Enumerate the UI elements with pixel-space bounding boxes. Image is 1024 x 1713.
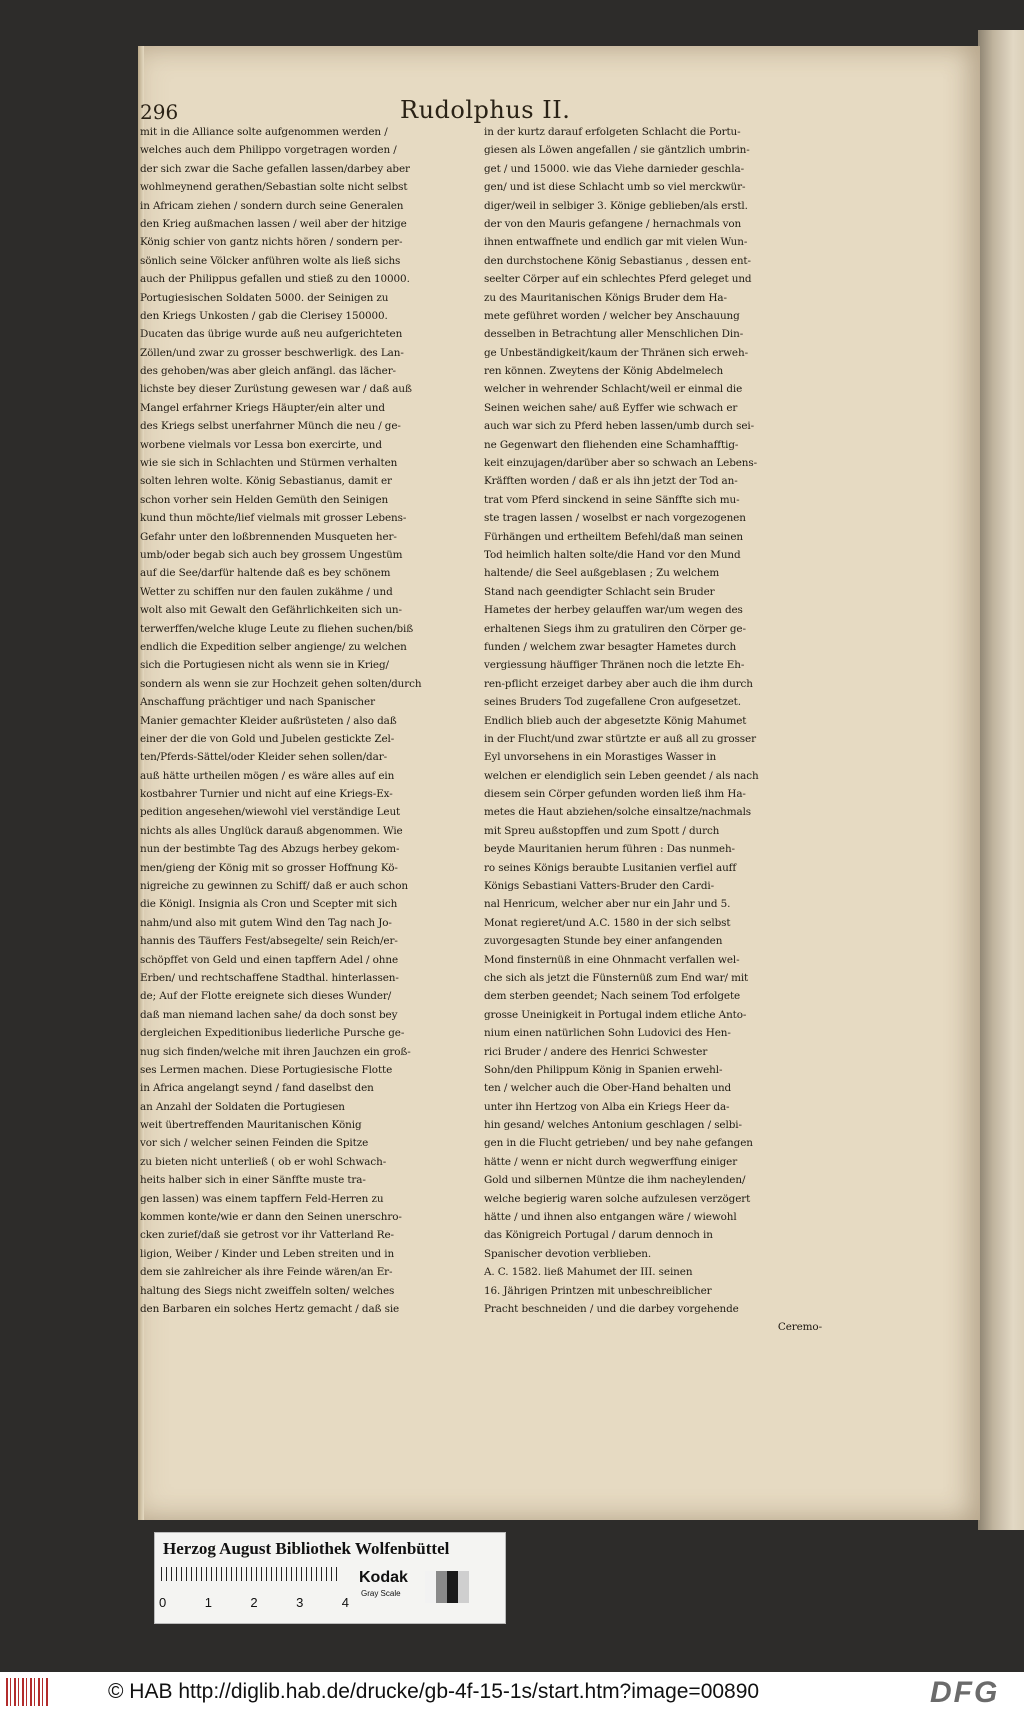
text-line: Gefahr unter den loßbrennenden Musqueten her- [140,530,397,543]
gray-swatch [458,1571,469,1603]
text-line: zu bieten nicht unterließ ( ob er wohl Schwach- [140,1155,387,1168]
text-line: 16. Jährigen Printzen mit unbeschreiblicher [484,1284,712,1297]
text-line: kund thun möchte/lief vielmals mit grosser Lebens- [140,512,407,525]
text-line: Kräfften worden / daß er als ihn jetzt der Tod an- [484,475,738,488]
text-line: ses Lermen machen. Diese Portugiesische Flotte [140,1063,393,1076]
facing-page-edge [978,30,1024,1530]
text-line: haltende/ die Seel außgeblasen ; Zu welchem [484,567,720,580]
text-line: diesem sein Cörper gefunden worden ließ ihm Ha- [484,788,746,801]
ruler-number: 1 [204,1595,212,1610]
text-line: get / und 15000. wie das Viehe darnieder geschla- [484,162,744,175]
text-line: nigreiche zu gewinnen zu Schiff/ daß er auch schon [140,880,409,893]
text-line: terwerffen/welche kluge Leute zu fliehen suchen/biß [140,622,414,635]
text-line: der sich zwar die Sache gefallen lassen/darbey aber [140,162,410,175]
text-line: Pracht beschneiden / und die darbey vorgehende [484,1303,739,1315]
gray-swatch [436,1571,447,1603]
text-line: trat vom Pferd sinckend in seine Sänffte sich mu- [484,493,740,506]
kodak-brand: Kodak [359,1569,408,1586]
catchword: Ceremo- [777,1321,822,1334]
text-line: grosse Uneinigkeit in Portugal indem etliche Anto- [484,1008,747,1021]
text-line: ne Gegenwart den fliehenden eine Schamhafftig- [484,438,739,451]
text-line: unter ihn Hertzog von Alba ein Kriegs Heer da- [484,1100,730,1113]
text-line: dergleichen Expeditionibus liederliche Pursche ge- [140,1027,405,1040]
ruler-scale [159,1595,349,1610]
text-line: metes die Haut abziehen/solche einsaltze/nachmals [484,806,752,819]
text-line: wohlmeynend gerathen/Sebastian solte nicht selbst [140,181,408,194]
text-line: nahm/und also mit gutem Wind den Tag nach Jo- [140,916,392,929]
text-line: wie sie sich in Schlachten und Stürmen verhalten [140,457,398,470]
text-line: einer der die von Gold und Jubelen gestickte Zel- [140,732,395,745]
gray-swatch [447,1571,458,1603]
text-line: zuvorgesagten Stunde bey einer anfangenden [484,935,723,948]
text-line: Hametes der herbey gelauffen war/um wegen des [484,604,743,617]
text-line: welchen er elendiglich sein Leben geendet / als nach [484,769,759,782]
text-line: des gehoben/was aber gleich anfängl. das lächer- [140,365,396,378]
footer-bar [0,1672,1024,1713]
text-line: den Kriegs Unkosten / gab die Clerisey 150000. [140,309,388,322]
text-line: mit in die Alliance solte aufgenommen werden / [140,126,388,138]
text-line: Ducaten das übrige wurde auß neu aufgerichteten [140,328,403,341]
text-line: ren-pflicht erzeiget darbey aber auch die ihm durch [484,677,753,690]
text-line: Endlich blieb auch der abgesetzte König Mahumet [484,714,747,727]
text-line: ten/Pferds-Sättel/oder Kleider sehen sollen/dar- [140,751,387,764]
text-line: Eyl unvorsehens in ein Morastiges Wasser in [484,751,717,764]
text-line: sondern als wenn sie zur Hochzeit gehen solten/durch [140,677,422,690]
text-line: giesen als Löwen angefallen / sie gäntzlich umbrin- [484,144,750,157]
running-head: Rudolphus II. [400,96,571,124]
text-line: Anschaffung prächtiger und nach Spanischer [140,696,375,709]
page-number: 296 [140,100,179,124]
source-url[interactable]: © HAB http://diglib.hab.de/drucke/gb-4f-15-1s/start.htm?image=00890 [108,1680,760,1703]
text-line: in der Flucht/und zwar stürtzte er auß all zu grosser [484,732,756,745]
text-line: Königs Sebastiani Vatters-Bruder den Cardi- [484,880,715,893]
text-line: beyde Mauritanien herum führen : Das nunmeh- [484,843,735,856]
text-line: nal Henricum, welcher aber nur ein Jahr und 5. [484,898,731,911]
text-line: diger/weil in selbiger 3. Könige geblieben/als erstl. [484,199,748,212]
text-line: seelter Cörper auf ein schlechtes Pferd geleget und [484,273,752,286]
text-line: seines Bruders Tod zugefallene Cron aufgesetzet. [484,696,741,709]
text-line: vergiessung häuffiger Thränen noch die letzte Eh- [484,659,745,672]
text-line: che sich als jetzt die Fünsternüß zum End war/ mit [484,971,749,984]
text-line: umb/oder begab sich auch bey grossem Ungestüm [140,548,403,561]
hab-barcode-icon [6,1678,48,1706]
text-line: Stand nach geendigter Schlacht sein Bruder [484,585,715,598]
text-line: mete geführet worden / welcher bey Anschauung [484,309,740,322]
text-line: pedition angesehen/wiewohl viel verständige Leut [140,806,401,819]
text-line: sönlich seine Völcker anführen wolte als ließ sichs [140,254,401,267]
ruler-number: 4 [341,1595,349,1610]
gray-swatch [425,1571,436,1603]
text-line: ste tragen lassen / woselbst er nach vorgezogenen [484,512,746,525]
text-line: des Kriegs selbst unerfahrner Münch die neu / ge- [140,420,401,433]
ruler-number: 2 [250,1595,258,1610]
text-line: welche begierig waren solche aufzulesen verzögert [484,1192,751,1205]
ruler-number: 3 [296,1595,304,1610]
text-line: kostbahrer Turnier und nicht auf eine Kriegs-Ex- [140,788,393,801]
text-line: hätte / wenn er nicht durch wegwerffung einiger [484,1155,738,1168]
text-line: de; Auf der Flotte ereignete sich dieses Wunder/ [140,990,392,1003]
text-line: men/gieng der König mit so grosser Hoffnung Kö- [140,861,398,874]
text-line: daß man niemand lachen sahe/ da doch sonst bey [140,1008,398,1021]
text-line: an Anzahl der Soldaten die Portugiesen [140,1100,345,1113]
text-line: rici Bruder / andere des Henrici Schwester [484,1045,708,1058]
text-line: Erben/ und rechtschaffene Stadthal. hinterlassen- [140,971,399,984]
text-line: dem sie zahlreicher als ihre Feinde wären/an Er- [140,1266,393,1279]
text-line: schöpffet von Geld und einen tapffern Adel / ohne [140,953,399,966]
text-line: mit Spreu außstopffen und zum Spott / durch [484,824,720,837]
text-line: welches auch dem Philippo vorgetragen worden / [140,144,397,157]
text-line: auch war sich zu Pferd heben lassen/umb durch sei- [484,420,755,433]
text-line: hin gesand/ welches Antonium geschlagen / selbi- [484,1119,742,1132]
text-line: ro seines Königs beraubte Lusitanien verfiel auff [484,861,737,874]
text-line: das Königreich Portugal / darum dennoch in [484,1229,713,1242]
text-line: auß hätte urtheilen mögen / es wäre alles auf ein [140,769,395,782]
library-name: Herzog August Bibliothek Wolfenbüttel [163,1539,450,1558]
text-column-left [140,123,478,1318]
text-line: die Königl. Insignia als Cron und Scepter mit sich [140,898,398,911]
text-line: welcher in wehrender Schlacht/weil er einmal die [484,383,743,396]
text-line: in der kurtz darauf erfolgeten Schlacht die Portu- [484,126,741,138]
text-line: Zöllen/und zwar zu grosser beschwerligk. des Lan- [140,346,404,359]
text-line: cken zurief/daß sie getrost vor ihr Vatterland Re- [140,1229,394,1242]
text-line: A. C. 1582. ließ Mahumet der III. seinen [484,1266,693,1279]
text-line: ren können. Zweytens der König Abdelmelech [484,365,724,378]
text-line: Seinen weichen sahe/ auß Eyffer wie schwach er [484,401,738,414]
color-calibration-chart [154,1532,506,1624]
dfg-logo: DFG [930,1676,1000,1709]
text-line: worbene vielmals vor Lessa bon exercirte, und [140,438,382,451]
text-line: weit übertreffenden Mauritanischen König [140,1119,362,1132]
text-line: Wetter zu schiffen nur den faulen zukähme / und [140,585,393,598]
text-line: Gold und silbernen Müntze die ihm nacheylenden/ [484,1174,746,1187]
text-line: wolt also mit Gewalt den Gefährlichkeiten sich un- [140,604,402,617]
text-line: schon vorher sein Helden Gemüth den Seinigen [140,493,389,506]
text-line: endlich die Expedition selber angienge/ zu welchen [140,640,407,653]
text-line: desselben in Betrachtung aller Menschlichen Din- [484,328,744,341]
text-line: solten lehren wolte. König Sebastianus, damit er [140,475,392,488]
gray-scale-label: Gray Scale [361,1589,401,1598]
gray-swatches [425,1571,469,1603]
text-column-right [484,123,822,1337]
text-line: Sohn/den Philippum König in Spanien erwehl- [484,1063,723,1076]
text-line: in Africa angelangt seynd / fand daselbst den [140,1082,374,1095]
text-line: funden / welchem zwar besagter Hametes durch [484,640,737,653]
ruler-number: 0 [159,1595,167,1610]
text-line: haltung des Siegs nicht zweiffeln solten/ welches [140,1284,395,1297]
text-line: keit einzujagen/darüber aber so schwach an Lebens- [484,457,758,470]
text-line: hannis des Täuffers Fest/absegelte/ sein Reich/er- [140,935,398,948]
text-line: den durchstochene König Sebastianus , dessen ent- [484,254,751,267]
text-line: zu des Mauritanischen Königs Bruder dem Ha- [484,291,727,304]
text-line: Mond finsternüß in eine Ohnmacht verfallen wel- [484,953,740,966]
text-line: heits halber sich in einer Sänffte muste tra- [140,1174,366,1187]
text-line: gen in die Flucht getrieben/ und bey nahe gefangen [484,1137,753,1150]
text-line: kommen konte/wie er dann den Seinen unerschro- [140,1211,402,1224]
text-line: nichts als alles Unglück darauß abgenommen. Wie [140,824,403,837]
text-line: Tod heimlich halten solte/die Hand vor den Mund [484,548,741,561]
text-line: den Krieg außmachen lassen / weil aber der hitzige [140,217,407,230]
text-line: Fürhängen und ertheiltem Befehl/daß man seinen [484,530,744,543]
text-line: Portugiesischen Soldaten 5000. der Seinigen zu [140,291,389,304]
text-line: König schier von gantz nichts hören / sondern per- [140,236,403,249]
text-line: nium einen natürlichen Sohn Ludovici des Hen- [484,1027,731,1040]
text-line: in Africam ziehen / sondern durch seine Generalen [140,199,404,212]
text-line: nug sich finden/welche mit ihren Jauchzen ein groß- [140,1045,411,1058]
text-line: auf die See/darfür haltende daß es bey schönem [140,567,391,580]
text-line: der von den Mauris gefangene / hernachmals von [484,217,742,230]
text-line: Mangel erfahrner Kriegs Häupter/ein alter und [140,401,385,414]
text-line: hätte / und ihnen also entgangen wäre / wiewohl [484,1211,737,1224]
text-line: nun der bestimbte Tag des Abzugs herbey gekom- [140,843,400,856]
text-line: erhaltenen Siegs ihm zu gratuliren den Cörper ge- [484,622,746,635]
text-line: sich die Portugiesen nicht als wenn sie in Krieg/ [140,659,389,672]
text-line: ge Unbeständigkeit/kaum der Thränen sich erweh- [484,346,748,359]
text-line: ten / welcher auch die Ober-Hand behalten und [484,1082,732,1095]
text-line: Spanischer devotion verblieben. [484,1247,652,1260]
measurement-ruler [161,1567,341,1590]
text-line: ligion, Weiber / Kinder und Leben streiten und in [140,1247,395,1260]
text-line: Monat regieret/und A.C. 1580 in der sich selbst [484,916,731,929]
text-line: auch der Philippus gefallen und stieß zu den 10000. [140,273,410,286]
text-line: lichste bey dieser Zurüstung gewesen war / daß auß [140,383,412,396]
text-line: den Barbaren ein solches Hertz gemacht / daß sie [140,1303,400,1315]
text-line: gen/ und ist diese Schlacht umb so viel merckwür- [484,181,746,194]
text-line: Manier gemachter Kleider außrüsteten / also daß [140,714,397,727]
text-line: gen lassen) was einem tapffern Feld-Herren zu [140,1192,384,1205]
text-line: vor sich / welcher seinen Feinden die Spitze [140,1137,369,1150]
text-line: dem sterben geendet; Nach seinem Tod erfolgete [484,990,741,1003]
text-line: ihnen entwaffnete und endlich gar mit vielen Wun- [484,236,748,249]
